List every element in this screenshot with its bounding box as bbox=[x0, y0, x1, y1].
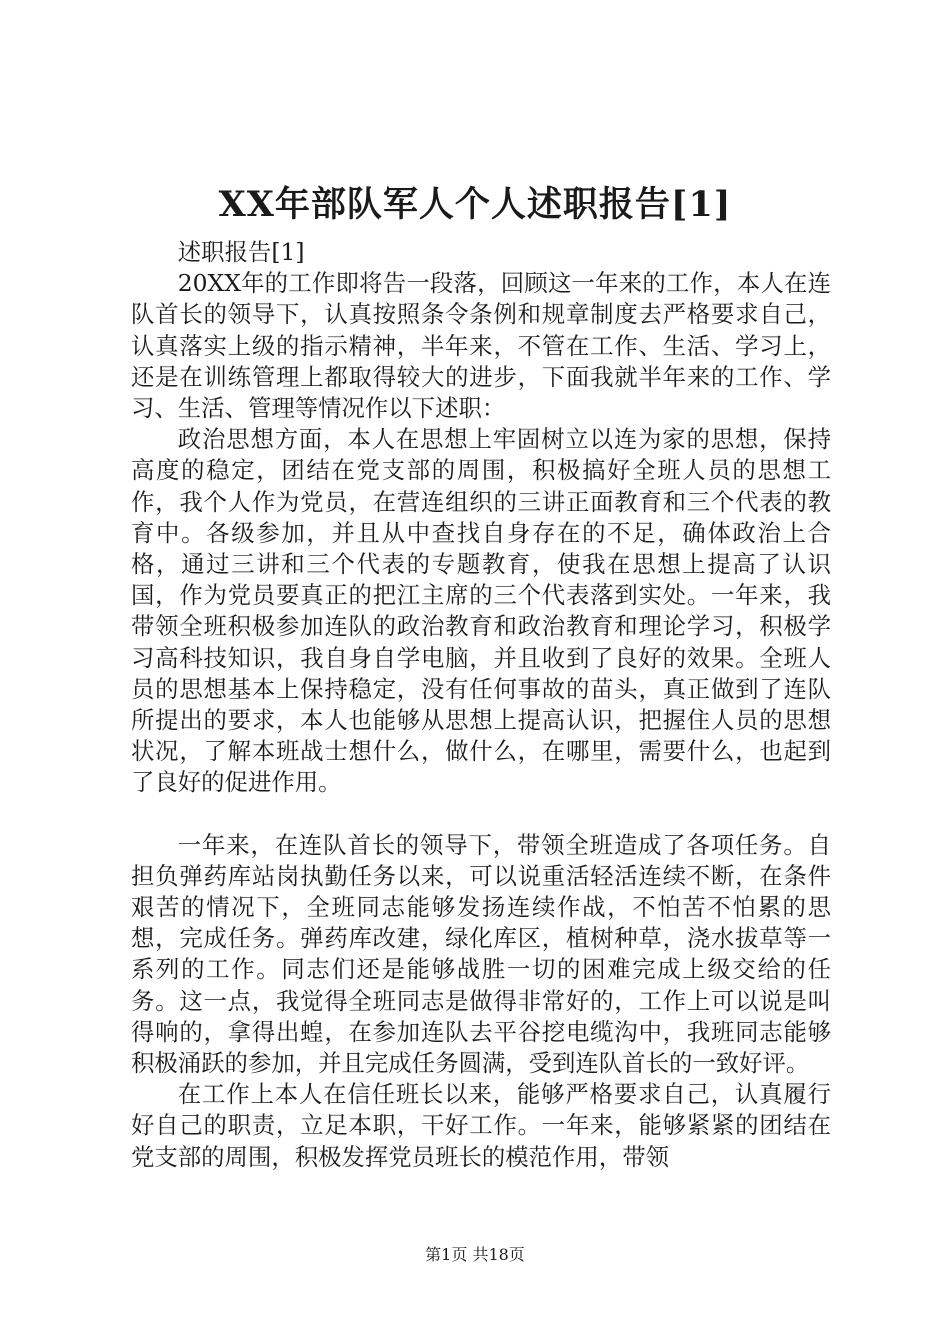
paragraph-political-thought: 政治思想方面，本人在思想上牢固树立以连为家的思想，保持高度的稳定，团结在党支部的周围，积极搞好全班人员的思想工作，我个人作为党员，在营连组织的三讲正面教育和三个代表的教育中。各级参加，并且从中查找自身存在的不足，确体政治上合格，通过三讲和三个代表的专题教育，使我在思想上提高了认识国，作为党员要真正的把江主席的三个代表落到实处。一年来，我带领全班积极参加连队的政治教育和政治教育和理论学习，积极学习高科技知识，我自身自学电脑，并且收到了良好的效果。全班人员的思想基本上保持稳定，没有任何事故的苗头，真正做到了连队所提出的要求，本人也能够从思想上提高认识，把握住人员的思想状况，了解本班战士想什么，做什么，在哪里，需要什么，也起到了良好的促进作用。 bbox=[131, 425, 831, 797]
document-body bbox=[131, 237, 831, 1173]
page-number-footer: 第1页 共18页 bbox=[425, 1245, 525, 1264]
paragraph-subtitle: 述职报告[1] bbox=[177, 238, 305, 266]
paragraph-intro: 20XX年的工作即将告一段落，回顾这一年来的工作，本人在连队首长的领导下，认真按照条令条例和规章制度去严格要求自己，认真落实上级的指示精神，半年来，不管在工作、生活、学习上，还是在训练管理上都取得较大的进步，下面我就半年来的工作、学习、生活、管理等情况作以下述职： bbox=[131, 269, 831, 423]
document-title: XX年部队军人个人述职报告[1] bbox=[218, 184, 732, 225]
paragraph-squad-leader-duties: 在工作上本人在信任班长以来，能够严格要求自己，认真履行好自己的职责，立足本职，干好工作。一年来，能够紧紧的团结在党支部的周围，积极发挥党员班长的模范作用，带领 bbox=[131, 1080, 831, 1171]
paragraph-work-tasks: 一年来，在连队首长的领导下，带领全班造成了各项任务。自担负弹药库站岗执勤任务以来，可以说重活轻活连续不断，在条件艰苦的情况下，全班同志能够发扬连续作战，不怕苦不怕累的思想，完成任务。弹药库改建，绿化库区，植树种草，浇水拔草等一系列的工作。同志们还是能够战胜一切的困难完成上级交给的任务。这一点，我觉得全班同志是做得非常好的，工作上可以说是叫得响的，拿得出蝗，在参加连队去平谷挖电缆沟中，我班同志能够积极涌跃的参加，并且完成任务圆满，受到连队首长的一致好评。 bbox=[131, 830, 831, 1078]
